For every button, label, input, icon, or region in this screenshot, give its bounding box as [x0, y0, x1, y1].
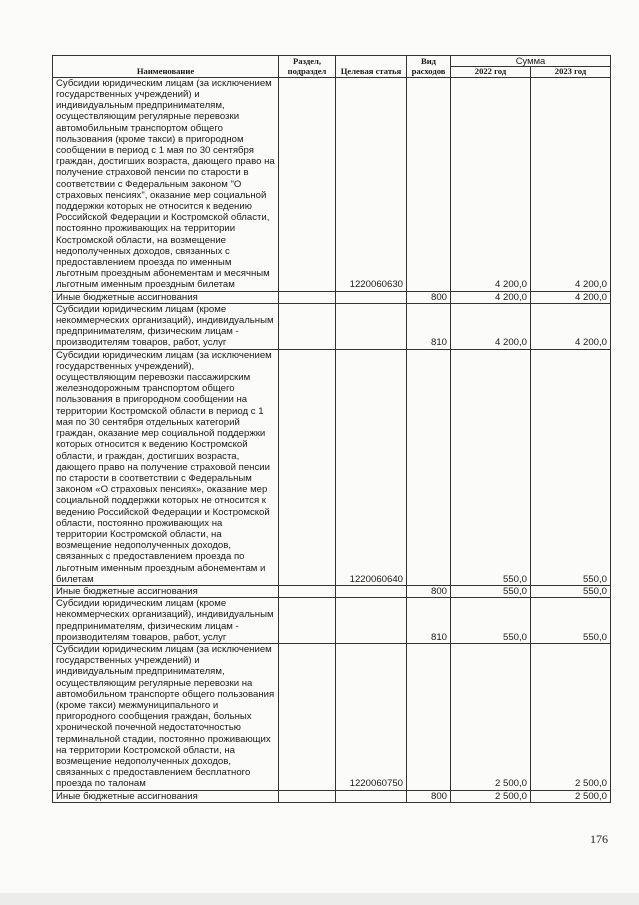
row-target — [336, 303, 407, 349]
row-section — [279, 598, 336, 644]
row-2022: 550,0 — [451, 598, 531, 644]
row-name: Иные бюджетные ассигнования — [53, 291, 279, 303]
row-target — [336, 790, 407, 802]
header-type: Вид расходов — [407, 56, 451, 78]
row-target — [336, 598, 407, 644]
row-section — [279, 349, 336, 585]
row-section — [279, 585, 336, 597]
row-type: 810 — [407, 598, 451, 644]
row-target: 1220060630 — [336, 77, 407, 291]
budget-table — [52, 55, 611, 803]
table-row — [53, 585, 611, 597]
row-type — [407, 77, 451, 291]
row-2023: 2 500,0 — [531, 790, 611, 802]
row-target: 1220060750 — [336, 643, 407, 790]
row-target: 1220060640 — [336, 349, 407, 585]
row-name: Субсидии юридическим лицам (за исключением государственных учреждений) и индивидуальным предпринимателям, осуществляющим регулярные перевозки на автомобильном транспорте общего пользования (кроме такси) межмуниципального и пригородного сообщения граждан, больных хронической почечной недостаточностью терминальной стадии, постоянно проживающих на территории Костромской области, на возмещение недополученных доходов, связанных с предоставлением бесплатного проезда по талонам — [53, 643, 279, 790]
row-section — [279, 77, 336, 291]
table-body — [53, 77, 611, 802]
row-2023: 550,0 — [531, 349, 611, 585]
table-row — [53, 790, 611, 802]
row-2023: 4 200,0 — [531, 291, 611, 303]
row-2023: 550,0 — [531, 585, 611, 597]
row-2022: 2 500,0 — [451, 643, 531, 790]
header-section: Раздел, подраздел — [279, 56, 336, 78]
row-type: 800 — [407, 790, 451, 802]
row-target — [336, 585, 407, 597]
table-row — [53, 303, 611, 349]
row-type: 800 — [407, 291, 451, 303]
row-2022: 4 200,0 — [451, 291, 531, 303]
row-2022: 4 200,0 — [451, 77, 531, 291]
row-2022: 550,0 — [451, 585, 531, 597]
row-2022: 2 500,0 — [451, 790, 531, 802]
table-row — [53, 598, 611, 644]
row-target — [336, 291, 407, 303]
header-name: Наименование — [53, 56, 279, 78]
row-type — [407, 349, 451, 585]
header-year-2022: 2022 год — [451, 66, 531, 77]
row-name: Субсидии юридическим лицам (кроме некоммерческих организаций), индивидуальным предпринимателям, физическим лицам - производителям товаров, работ, услуг — [53, 598, 279, 644]
row-2023: 550,0 — [531, 598, 611, 644]
row-type — [407, 643, 451, 790]
row-name: Субсидии юридическим лицам (за исключением государственных учреждений) и индивидуальным предпринимателям, осуществляющим регулярные перевозки автомобильным транспортом общего пользования (кроме такси) в пригородном сообщении в период с 1 мая по 30 сентября граждан, достигших возраста, дающего право на получение страховой пенсии по старости в соответствии с Федеральным законом "О страховых пенсиях", оказание мер социальной поддержки которых не относится к ведению Российской Федерации и Костромской области, постоянно проживающих на территории Костромской области, на возмещение недополученных доходов, связанных с предоставлением проезда по именным льготным проездным абонементам и месячным льготным именным проездным билетам — [53, 77, 279, 291]
table-header — [53, 56, 611, 78]
row-name: Иные бюджетные ассигнования — [53, 790, 279, 802]
table-row — [53, 349, 611, 585]
row-2023: 4 200,0 — [531, 303, 611, 349]
row-section — [279, 303, 336, 349]
row-name: Субсидии юридическим лицам (кроме некоммерческих организаций), индивидуальным предпринимателям, физическим лицам - производителям товаров, работ, услуг — [53, 303, 279, 349]
row-2023: 4 200,0 — [531, 77, 611, 291]
row-type: 800 — [407, 585, 451, 597]
table-row — [53, 643, 611, 790]
row-2022: 550,0 — [451, 349, 531, 585]
row-section — [279, 643, 336, 790]
row-2023: 2 500,0 — [531, 643, 611, 790]
header-year-2023: 2023 год — [531, 66, 611, 77]
row-section — [279, 291, 336, 303]
row-type: 810 — [407, 303, 451, 349]
row-name: Иные бюджетные ассигнования — [53, 585, 279, 597]
page-number: 176 — [590, 832, 608, 846]
row-2022: 4 200,0 — [451, 303, 531, 349]
scan-edge — [0, 893, 639, 905]
row-name: Субсидии юридическим лицам (за исключением государственных учреждений), осуществляющим перевозки пассажирским железнодорожным транспортом общего пользования в пригородном сообщении на территории Костромской области в период с 1 мая по 30 сентября отдельных категорий граждан, оказание мер социальной поддержки которых относится к ведению Костромской области, и граждан, достигших возраста, дающего право на получение страховой пенсии по старости в соответствии с Федеральным законом «О страховых пенсиях», оказание мер социальной поддержки которых не относится к ведению Российской Федерации и Костромской области, постоянно проживающих на территории Костромской области, на возмещение недополученных доходов, связанных с предоставлением проезда по льготным именным проездным абонементам и билетам — [53, 349, 279, 585]
table-row — [53, 77, 611, 291]
header-sum: Сумма — [451, 56, 611, 67]
row-section — [279, 790, 336, 802]
table-row — [53, 291, 611, 303]
header-target: Целевая статья — [336, 56, 407, 78]
